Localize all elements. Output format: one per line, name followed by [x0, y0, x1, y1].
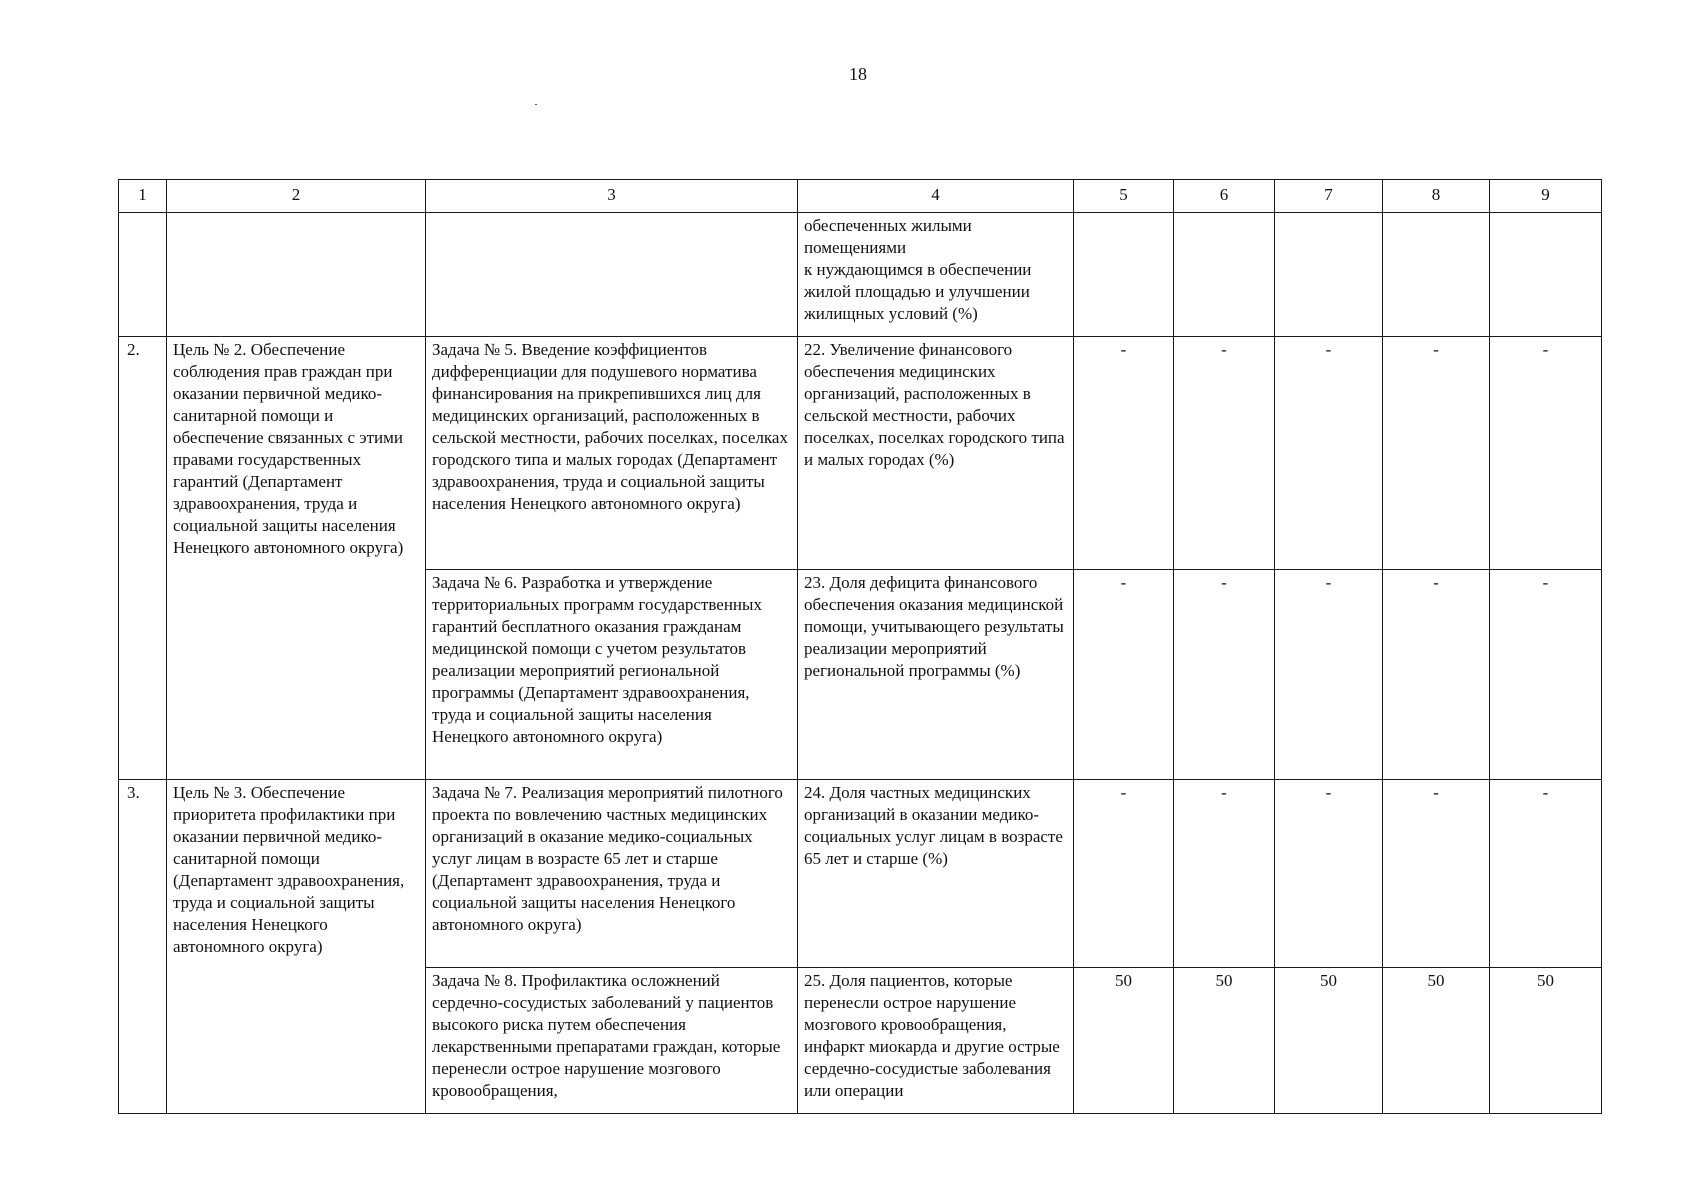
- empty-cell: [1383, 213, 1490, 337]
- value-cell: 50: [1383, 968, 1490, 1114]
- header-cell: 5: [1074, 180, 1174, 213]
- value-cell: -: [1383, 570, 1490, 780]
- value-cell: -: [1490, 337, 1602, 570]
- header-cell: 4: [798, 180, 1074, 213]
- scan-speck: [535, 104, 537, 105]
- continuation-row: [119, 213, 1602, 337]
- empty-cell: [1074, 213, 1174, 337]
- task-cell: Задача № 6. Разработка и утверждение территориальных программ государственных гарантий бесплатного оказания гражданам медицинской помощи с учетом результатов реализации мероприятий региональной программы (Департамент здравоохранения, труда и социальной защиты населения Ненецкого автономного округа): [426, 570, 798, 780]
- value-cell: -: [1174, 570, 1275, 780]
- value-cell: -: [1275, 337, 1383, 570]
- value-cell: 50: [1074, 968, 1174, 1114]
- task-cell: Задача № 7. Реализация мероприятий пилотного проекта по вовлечению частных медицинских организаций в оказание медико-социальных услуг лицам в возрасте 65 лет и старше (Департамент здравоохранения, труда и социальной защиты населения Ненецкого автономного округа): [426, 780, 798, 968]
- value-cell: 50: [1174, 968, 1275, 1114]
- value-cell: -: [1383, 337, 1490, 570]
- value-cell: 50: [1490, 968, 1602, 1114]
- table-row: [119, 337, 1602, 570]
- empty-cell: [426, 213, 798, 337]
- header-cell: 7: [1275, 180, 1383, 213]
- task-cell: Задача № 8. Профилактика осложнений сердечно-сосудистых заболеваний у пациентов высокого риска путем обеспечения лекарственными препаратами граждан, которые перенесли острое нарушение мозгового кровообращения,: [426, 968, 798, 1114]
- row-number: 3.: [119, 780, 167, 1114]
- value-cell: -: [1074, 337, 1174, 570]
- indicators-table: [118, 179, 1602, 1114]
- indicator-cell: обеспеченных жилыми помещениями к нуждающимся в обеспечении жилой площадью и улучшении жилищных условий (%): [798, 213, 1074, 337]
- header-cell: 6: [1174, 180, 1275, 213]
- value-cell: 50: [1275, 968, 1383, 1114]
- indicator-cell: 25. Доля пациентов, которые перенесли острое нарушение мозгового кровообращения, инфаркт миокарда и другие острые сердечно-сосудистые заболевания или операции: [798, 968, 1074, 1114]
- indicator-cell: 22. Увеличение финансового обеспечения медицинских организаций, расположенных в сельской местности, рабочих поселках, поселках городского типа и малых городах (%): [798, 337, 1074, 570]
- empty-cell: [1275, 213, 1383, 337]
- value-cell: -: [1174, 337, 1275, 570]
- value-cell: -: [1074, 570, 1174, 780]
- goal-cell: Цель № 2. Обеспечение соблюдения прав граждан при оказании первичной медико-санитарной помощи и обеспечение связанных с этими правами государственных гарантий (Департамент здравоохранения, труда и социальной защиты населения Ненецкого автономного округа): [167, 337, 426, 780]
- header-cell: 3: [426, 180, 798, 213]
- header-row: [119, 180, 1602, 213]
- table-row: [119, 780, 1602, 968]
- indicator-cell: 24. Доля частных медицинских организаций в оказании медико-социальных услуг лицам в возрасте 65 лет и старше (%): [798, 780, 1074, 968]
- header-cell: 8: [1383, 180, 1490, 213]
- header-cell: 2: [167, 180, 426, 213]
- value-cell: -: [1490, 570, 1602, 780]
- page-number: 18: [849, 64, 867, 84]
- header-cell: 9: [1490, 180, 1602, 213]
- empty-cell: [1174, 213, 1275, 337]
- row-number: 2.: [119, 337, 167, 780]
- value-cell: -: [1383, 780, 1490, 968]
- indicator-cell: 23. Доля дефицита финансового обеспечения оказания медицинской помощи, учитывающего результаты реализации мероприятий региональной программы (%): [798, 570, 1074, 780]
- value-cell: -: [1174, 780, 1275, 968]
- goal-cell: Цель № 3. Обеспечение приоритета профилактики при оказании первичной медико-санитарной помощи (Департамент здравоохранения, труда и социальной защиты населения Ненецкого автономного округа): [167, 780, 426, 1114]
- empty-cell: [119, 213, 167, 337]
- empty-cell: [167, 213, 426, 337]
- task-cell: Задача № 5. Введение коэффициентов дифференциации для подушевого норматива финансирования на прикрепившихся лиц для медицинских организаций, расположенных в сельской местности, рабочих поселках, поселках городского типа и малых городах (Департамент здравоохранения, труда и социальной защиты населения Ненецкого автономного округа): [426, 337, 798, 570]
- value-cell: -: [1275, 780, 1383, 968]
- value-cell: -: [1490, 780, 1602, 968]
- empty-cell: [1490, 213, 1602, 337]
- value-cell: -: [1074, 780, 1174, 968]
- header-cell: 1: [119, 180, 167, 213]
- value-cell: -: [1275, 570, 1383, 780]
